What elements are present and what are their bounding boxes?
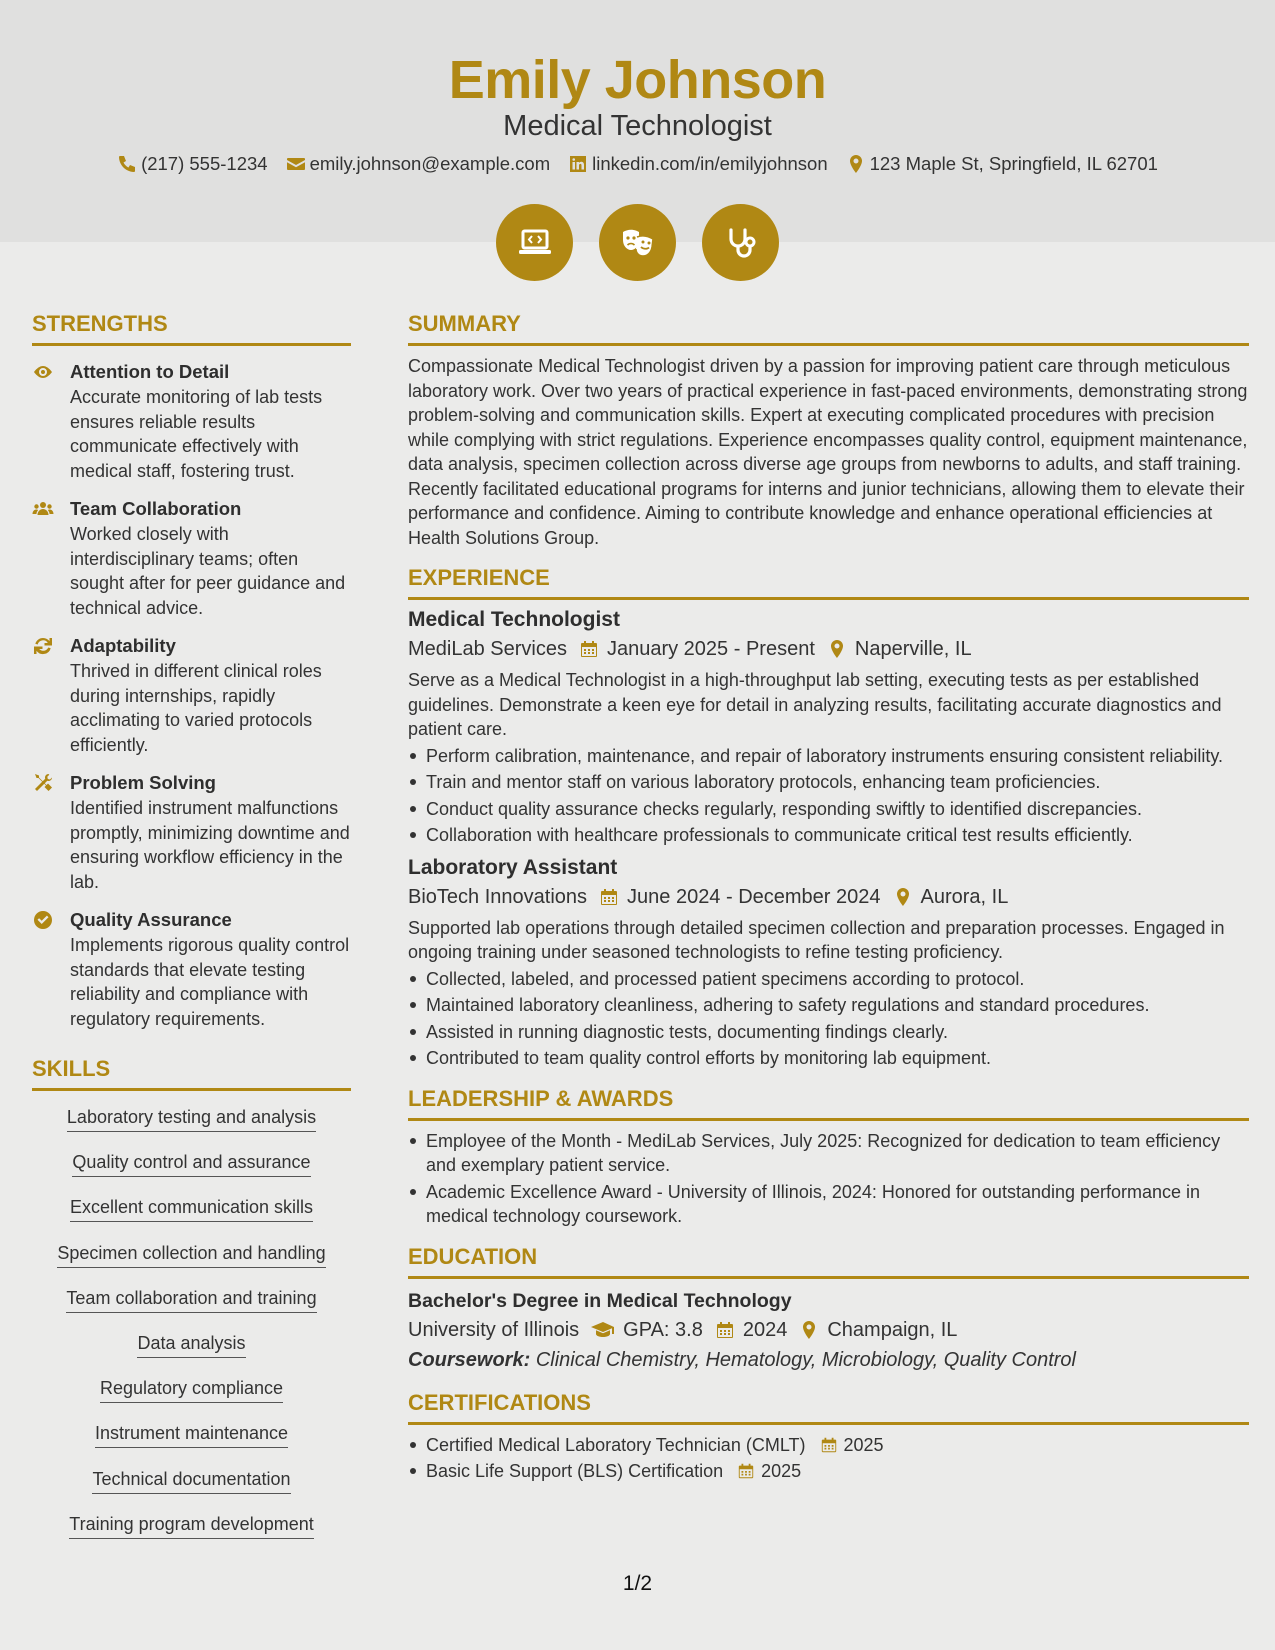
strength-name: Attention to Detail <box>70 361 230 382</box>
calendar-icon <box>579 639 599 659</box>
calendar-icon <box>599 887 619 907</box>
phone-icon <box>117 154 137 174</box>
strength-name: Team Collaboration <box>70 498 242 519</box>
skill-item: Technical documentation <box>32 1467 351 1512</box>
linkedin-icon <box>568 154 588 174</box>
coursework-label: Coursework: <box>408 1348 531 1371</box>
job-entry <box>408 606 1249 848</box>
strength-desc: Accurate monitoring of lab tests ensures reliable results communicate effectively with medical staff, fostering trust. <box>70 387 323 481</box>
job-dates: June 2024 - December 2024 <box>627 885 881 908</box>
certifications-list <box>408 1433 1249 1484</box>
contact-linkedin[interactable] <box>568 152 827 176</box>
list-item: Perform calibration, maintenance, and repair of laboratory instruments ensuring consistent reliability. <box>408 744 1249 769</box>
envelope-icon <box>286 154 306 174</box>
map-marker-icon <box>893 887 913 907</box>
strength-item <box>32 496 351 620</box>
job-bullets <box>408 744 1249 848</box>
gpa: GPA: 3.8 <box>623 1318 703 1341</box>
linkedin-text: linkedin.com/in/emilyjohnson <box>592 153 828 174</box>
check-circle-icon <box>32 909 54 931</box>
job-location: Aurora, IL <box>920 885 1009 908</box>
list-item: Assisted in running diagnostic tests, documenting findings clearly. <box>408 1020 1249 1045</box>
skill-item: Training program development <box>32 1512 351 1557</box>
candidate-title: Medical Technologist <box>503 110 772 142</box>
skill-item: Regulatory compliance <box>32 1376 351 1421</box>
list-item: Academic Excellence Award - University of Illinois, 2024: Honored for outstanding performance in medical technology coursework. <box>408 1180 1249 1229</box>
job-meta <box>408 882 1249 912</box>
list-item: Employee of the Month - MediLab Services, July 2025: Recognized for dedication to team efficiency and exemplary patient service. <box>408 1129 1249 1178</box>
sync-icon <box>32 635 54 657</box>
skill-item: Instrument maintenance <box>32 1421 351 1466</box>
list-item <box>408 1433 1249 1458</box>
calendar-icon <box>715 1320 735 1340</box>
school-location: Champaign, IL <box>827 1318 958 1341</box>
contact-address <box>846 152 1158 176</box>
skill-item: Team collaboration and training <box>32 1286 351 1331</box>
education-heading: EDUCATION <box>408 1243 1249 1279</box>
strength-item <box>32 633 351 757</box>
list-item: Collected, labeled, and processed patient specimens according to protocol. <box>408 967 1249 992</box>
theater-masks-icon <box>599 204 676 281</box>
list-item <box>408 1459 1249 1484</box>
calendar-icon <box>737 1462 755 1480</box>
skills-list <box>32 1105 351 1557</box>
stethoscope-icon <box>702 204 779 281</box>
job-entry <box>408 854 1249 1071</box>
skill-item: Laboratory testing and analysis <box>32 1105 351 1150</box>
email-text: emily.johnson@example.com <box>309 153 551 174</box>
calendar-icon <box>820 1436 838 1454</box>
job-meta <box>408 634 1249 664</box>
awards-list <box>408 1129 1249 1229</box>
list-item: Conduct quality assurance checks regularly, responding swiftly to identified discrepancies. <box>408 797 1249 822</box>
strength-desc: Identified instrument malfunctions promptly, minimizing downtime and ensuring workflow efficiency in the lab. <box>70 798 350 892</box>
laptop-code-icon <box>496 204 573 281</box>
users-icon <box>32 498 54 520</box>
strengths-heading: STRENGTHS <box>32 310 351 346</box>
degree: Bachelor's Degree in Medical Technology <box>408 1289 792 1312</box>
job-title: Medical Technologist <box>408 608 620 631</box>
strength-desc: Worked closely with interdisciplinary teams; often sought after for peer guidance and technical advice. <box>70 524 346 618</box>
cert-name: Basic Life Support (BLS) Certification <box>426 1461 724 1481</box>
job-title: Laboratory Assistant <box>408 855 618 879</box>
map-marker-icon <box>846 154 866 174</box>
badge-row <box>0 204 1275 281</box>
list-item: Train and mentor staff on various laboratory protocols, enhancing team proficiencies. <box>408 770 1249 795</box>
candidate-name: Emily Johnson <box>448 50 827 110</box>
map-marker-icon <box>799 1320 819 1340</box>
tools-icon <box>32 772 54 794</box>
strength-desc: Thrived in different clinical roles during internships, rapidly acclimating to varied protocols efficiently. <box>70 661 322 755</box>
skill-item: Data analysis <box>32 1331 351 1376</box>
job-description: Serve as a Medical Technologist in a high-throughput lab setting, executing tests as per established guidelines. Demonstrate a keen eye for detail in analyzing results, facilitating accurate diagnostics and patient care. <box>408 670 1222 739</box>
strength-item <box>32 907 351 1031</box>
job-company: BioTech Innovations <box>408 885 588 908</box>
school: University of Illinois <box>408 1318 580 1341</box>
right-column <box>408 310 1249 1486</box>
skill-item: Specimen collection and handling <box>32 1241 351 1286</box>
leadership-heading: LEADERSHIP & AWARDS <box>408 1085 1249 1121</box>
list-item: Contributed to team quality control efforts by monitoring lab equipment. <box>408 1046 1249 1071</box>
map-marker-icon <box>827 639 847 659</box>
contact-bar <box>0 152 1275 176</box>
skill-item: Quality control and assurance <box>32 1150 351 1195</box>
contact-phone[interactable] <box>117 152 268 176</box>
graduation-cap-icon <box>591 1320 615 1340</box>
address-text: 123 Maple St, Springfield, IL 62701 <box>869 153 1158 174</box>
contact-email[interactable] <box>286 152 551 176</box>
job-bullets <box>408 967 1249 1071</box>
summary-heading: SUMMARY <box>408 310 1249 346</box>
grad-year: 2024 <box>742 1318 788 1341</box>
job-dates: January 2025 - Present <box>606 638 815 660</box>
skill-item: Excellent communication skills <box>32 1195 351 1240</box>
strength-name: Quality Assurance <box>70 909 232 930</box>
strength-name: Problem Solving <box>70 772 216 793</box>
page-number: 1/2 <box>622 1572 653 1595</box>
skills-heading: SKILLS <box>32 1055 351 1091</box>
summary-text: Compassionate Medical Technologist driven by a passion for improving patient care through meticulous laboratory work. Over two years of practical experience in fast-paced environments, demonstrating strong problem-solving and communication skills. Expert at executing complicated procedures with precision while complying with strict regulations. Experience encompasses quality control, equipment maintenance, data analysis, specimen collection across diverse age groups from newborns to adults, and staff training. Recently facilitated educational programs for interns and junior technicians, allowing them to elevate their performance and confidence. Aiming to contribute knowledge and enhance operational efficiencies at Health Solutions Group. <box>408 356 1248 548</box>
certifications-heading: CERTIFICATIONS <box>408 1389 1249 1425</box>
list-item: Collaboration with healthcare professionals to communicate critical test results efficiently. <box>408 823 1249 848</box>
eye-icon <box>32 361 54 383</box>
coursework-list: Clinical Chemistry, Hematology, Microbiology, Quality Control <box>535 1348 1076 1371</box>
job-description: Supported lab operations through detailed specimen collection and preparation processes. Engaged in ongoing training under seasoned technologists to refine testing proficiency. <box>408 917 1225 962</box>
left-column <box>32 310 351 1557</box>
coursework <box>408 1345 1249 1375</box>
phone-text: (217) 555-1234 <box>141 153 268 174</box>
job-company: MediLab Services <box>408 638 567 660</box>
cert-year: 2025 <box>843 1434 884 1455</box>
strength-desc: Implements rigorous quality control standards that elevate testing reliability and compliance with regulatory requirements. <box>70 935 350 1029</box>
strength-item <box>32 359 351 483</box>
job-location: Naperville, IL <box>854 638 972 660</box>
list-item: Maintained laboratory cleanliness, adhering to safety regulations and standard procedures. <box>408 993 1249 1018</box>
strength-name: Adaptability <box>70 635 176 656</box>
cert-year: 2025 <box>761 1461 802 1481</box>
cert-name: Certified Medical Laboratory Technician (CMLT) <box>426 1434 806 1455</box>
education-meta <box>408 1315 1249 1345</box>
experience-heading: EXPERIENCE <box>408 564 1249 600</box>
strength-item <box>32 770 351 894</box>
